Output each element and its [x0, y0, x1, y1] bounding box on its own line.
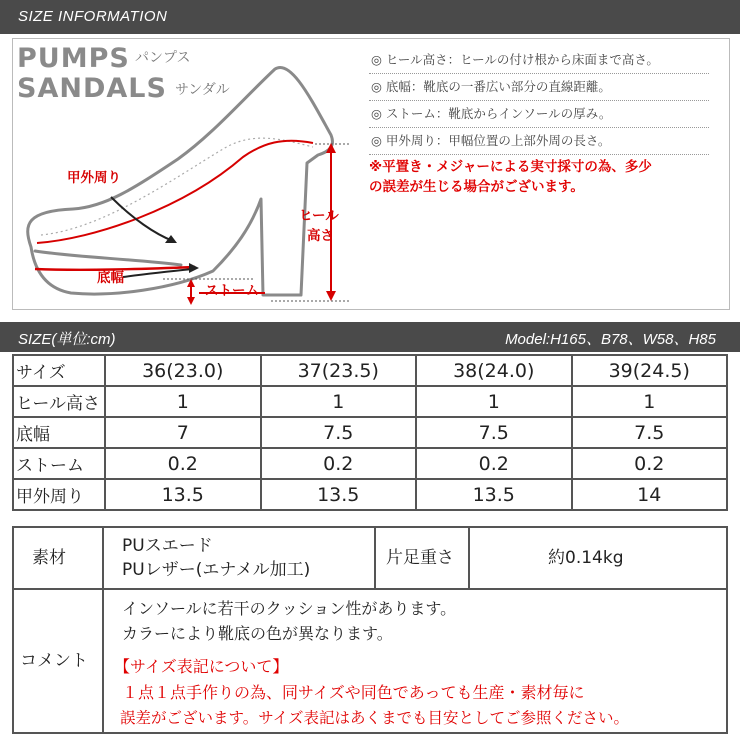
illustration-panel — [12, 38, 730, 310]
table-cell: 0.2 — [572, 448, 728, 479]
material-label-cell — [12, 526, 104, 590]
measurement-warning — [369, 157, 714, 197]
table-cell: 1 — [261, 386, 417, 417]
row-label: 甲外周り — [13, 479, 105, 510]
material-label: 素材 — [32, 548, 66, 568]
row-label: サイズ — [13, 355, 105, 386]
title-pumps-jp: パンプス — [135, 50, 191, 66]
row-label: ヒール高さ — [13, 386, 105, 417]
table-cell: 37(23.5) — [261, 355, 417, 386]
label-stome: ストーム — [205, 283, 259, 299]
label-heel-1: ヒール — [299, 208, 339, 224]
comment-line-1: インソールに若干のクッション性があります。 — [122, 599, 457, 618]
table-cell: 13.5 — [416, 479, 572, 510]
size-unit-label: SIZE(単位:cm) — [18, 331, 116, 348]
row-label: 底幅 — [13, 417, 105, 448]
table-row — [13, 386, 727, 417]
material-row — [12, 526, 728, 590]
table-cell: 36(23.0) — [105, 355, 261, 386]
title-sandals-en: SANDALS — [17, 73, 167, 104]
table-row — [13, 417, 727, 448]
table-cell: 1 — [416, 386, 572, 417]
weight-label-cell — [374, 526, 470, 590]
warning-line-2: の誤差が生じる場合がございます。 — [369, 179, 584, 195]
shoe-illustration — [13, 39, 353, 309]
table-row — [13, 355, 727, 386]
table-cell: 7.5 — [572, 417, 728, 448]
weight-value: 約0.14kg — [548, 548, 624, 568]
table-row — [13, 448, 727, 479]
table-cell: 1 — [105, 386, 261, 417]
comment-line-2: カラーにより靴底の色が異なります。 — [122, 624, 393, 643]
weight-label: 片足重さ — [386, 548, 454, 568]
comment-label: コメント — [20, 651, 88, 671]
model-info: Model:H165、B78、W58、H85 — [505, 331, 716, 348]
spec-note-stome: ◎ ストーム：靴底からインソールの厚み。 — [369, 101, 709, 128]
table-cell: 38(24.0) — [416, 355, 572, 386]
spec-notes — [369, 47, 709, 155]
table-cell: 13.5 — [261, 479, 417, 510]
material-line-1: PUスエード — [122, 536, 213, 556]
table-cell: 13.5 — [105, 479, 261, 510]
table-row — [13, 479, 727, 510]
table-cell: 0.2 — [105, 448, 261, 479]
size-note-line-1: １点１点手作りの為、同サイズや同色であっても生産・素材毎に — [122, 683, 585, 702]
label-width: 底幅 — [97, 270, 124, 286]
warning-line-1: ※平置き・メジャーによる実寸採寸の為、多少 — [369, 159, 652, 175]
table-cell: 39(24.5) — [572, 355, 728, 386]
size-note-line-2: 誤差がございます。サイズ表記はあくまでも目安としてご参照ください。 — [120, 709, 630, 727]
table-cell: 1 — [572, 386, 728, 417]
label-heel-2: 高さ — [307, 228, 334, 244]
material-line-2: PUレザー(エナメル加工) — [122, 560, 311, 580]
table-cell: 0.2 — [416, 448, 572, 479]
material-value-cell — [102, 526, 376, 590]
header-bar — [0, 0, 740, 34]
spec-note-instep: ◎ 甲外周り：甲幅位置の上部外周の長さ。 — [369, 128, 709, 155]
table-cell: 14 — [572, 479, 728, 510]
weight-value-cell — [468, 526, 728, 590]
row-label: ストーム — [13, 448, 105, 479]
header-title: SIZE INFORMATION — [18, 8, 168, 25]
title-sandals-jp: サンダル — [175, 82, 230, 98]
title-pumps-en: PUMPS — [17, 43, 130, 74]
table-cell: 7 — [105, 417, 261, 448]
comment-label-cell — [12, 588, 104, 734]
table-cell: 7.5 — [416, 417, 572, 448]
comment-row — [12, 588, 728, 734]
spec-note-heel: ◎ ヒール高さ：ヒールの付け根から床面まで高さ。 — [369, 47, 709, 74]
table-cell: 0.2 — [261, 448, 417, 479]
label-instep: 甲外周り — [67, 170, 121, 186]
table-cell: 7.5 — [261, 417, 417, 448]
comment-value-cell — [102, 588, 728, 734]
size-bar — [0, 322, 740, 352]
size-table — [12, 354, 728, 511]
spec-note-width: ◎ 底幅：靴底の一番広い部分の直線距離。 — [369, 74, 709, 101]
size-note-heading: 【サイズ表記について】 — [114, 657, 289, 676]
